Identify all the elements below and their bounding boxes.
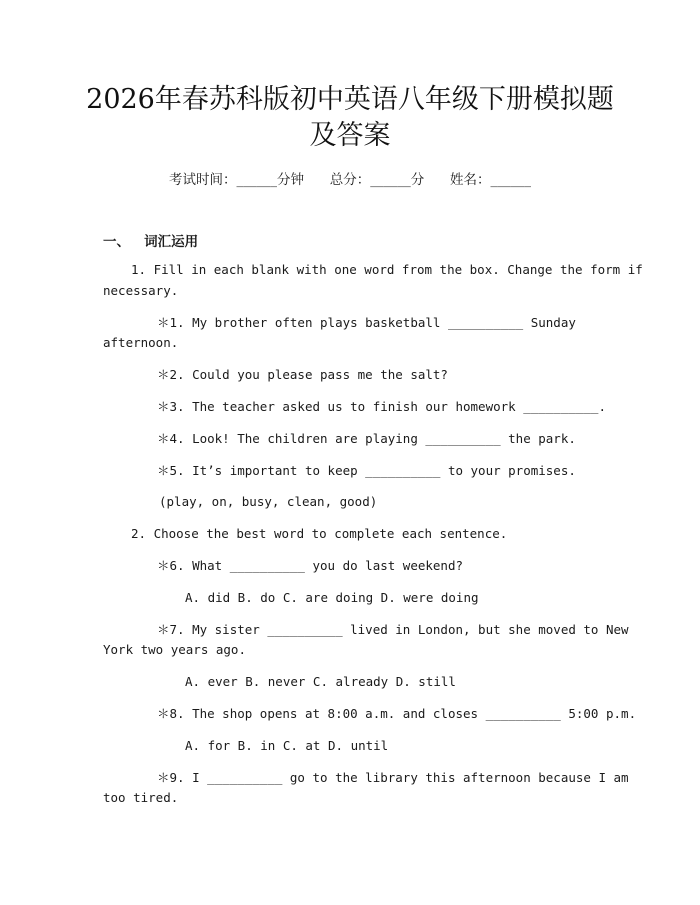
question-7-options: A. ever B. never C. already D. still xyxy=(185,674,456,689)
part1-instruction-line-1: 1. Fill in each blank with one word from the box. Change the form if xyxy=(131,262,643,277)
section-title: 词汇运用 xyxy=(144,234,199,250)
word-box: (play, on, busy, clean, good) xyxy=(159,494,378,509)
question-9-line-1: ＊9. I __________ go to the library this afternoon because I am xyxy=(157,770,629,785)
question-7-line-2: York two years ago. xyxy=(103,642,246,657)
question-9-line-2: too tired. xyxy=(103,790,179,805)
question-8: ＊8. The shop opens at 8:00 a.m. and closes __________ 5:00 p.m. xyxy=(157,706,637,721)
question-7-line-1: ＊7. My sister __________ lived in London, but she moved to New xyxy=(157,622,629,637)
question-6: ＊6. What __________ you do last weekend? xyxy=(157,558,463,573)
question-3: ＊3. The teacher asked us to finish our homework __________. xyxy=(157,399,606,414)
question-1-line-1: ＊1. My brother often plays basketball __________ Sunday xyxy=(157,315,576,330)
document-title-line-1: 2026年春苏科版初中英语八年级下册模拟题 xyxy=(86,84,614,115)
question-1-line-2: afternoon. xyxy=(103,335,179,350)
question-2: ＊2. Could you please pass me the salt? xyxy=(157,367,448,382)
document-title-line-2: 及答案 xyxy=(309,120,391,151)
exam-info: 考试时间：______分钟 总分：______分 姓名：______ xyxy=(169,172,531,188)
section-number: 一、 xyxy=(103,234,130,250)
section-heading xyxy=(103,230,198,250)
question-5: ＊5. It’s important to keep __________ to your promises. xyxy=(157,463,576,478)
part2-instruction: 2. Choose the best word to complete each sentence. xyxy=(131,526,508,541)
part1-instruction-line-2: necessary. xyxy=(103,283,179,298)
question-6-options: A. did B. do C. are doing D. were doing xyxy=(185,590,479,605)
question-4: ＊4. Look! The children are playing __________ the park. xyxy=(157,431,576,446)
question-8-options: A. for B. in C. at D. until xyxy=(185,738,389,753)
